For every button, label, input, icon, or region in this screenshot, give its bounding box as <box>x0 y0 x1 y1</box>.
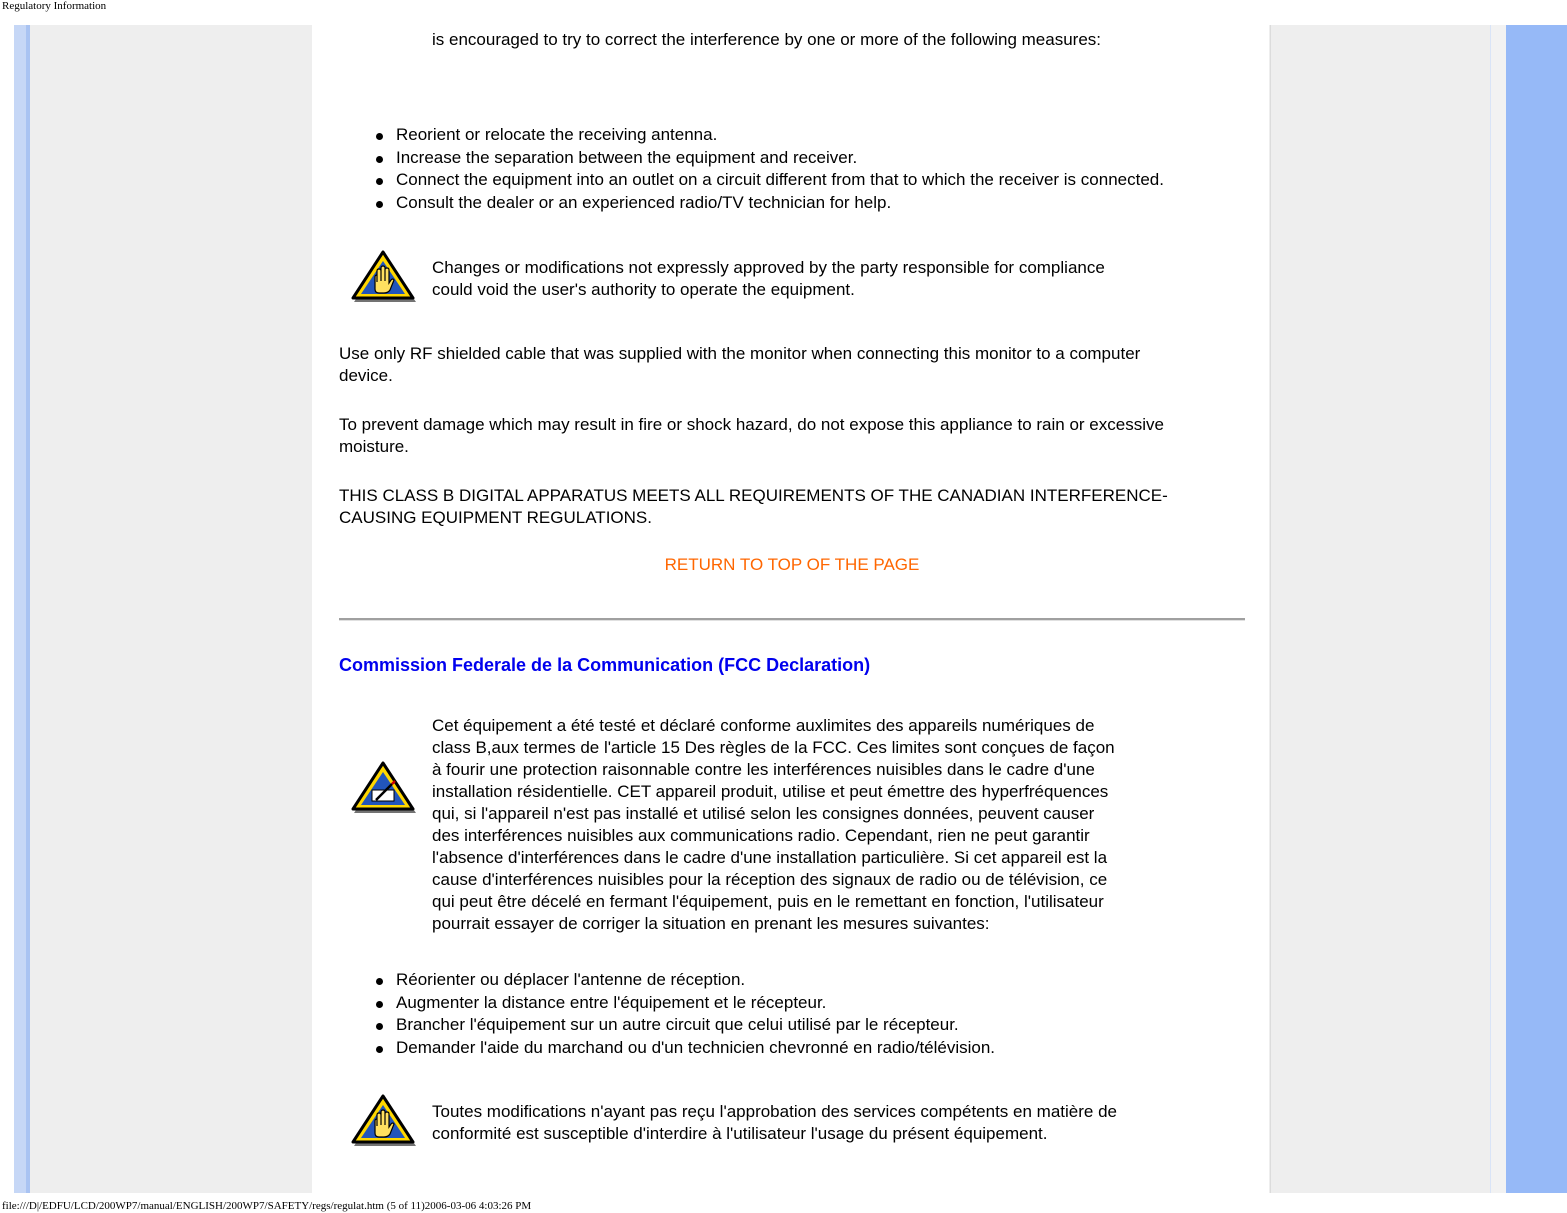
divider <box>339 618 1245 621</box>
list-item: Augmenter la distance entre l'équipement et le récepteur. <box>376 992 995 1015</box>
warning-line: could void the user's authority to operate the equipment. <box>432 280 855 299</box>
measures-list-en <box>376 124 1164 214</box>
body-line: installation résidentielle. CET appareil produit, utilise et peut émettre des hyperfréquences <box>432 782 1109 801</box>
print-footer: file:///D|/EDFU/LCD/200WP7/manual/ENGLISH/200WP7/SAFETY/regs/regulat.htm (5 of 11)2006-03-06 4:03:26 PM <box>2 1200 532 1212</box>
paragraph-line: THIS CLASS B DIGITAL APPARATUS MEETS ALL REQUIREMENTS OF THE CANADIAN INTERFERENCE- <box>339 486 1168 505</box>
warning-text-en <box>432 257 1105 301</box>
class-b-paragraph <box>339 485 1168 529</box>
list-item: Brancher l'équipement sur un autre circuit que celui utilisé par le récepteur. <box>376 1014 995 1037</box>
list-item: Connect the equipment into an outlet on a circuit different from that to which the receiver is connected. <box>376 169 1164 192</box>
stop-hand-icon <box>348 249 418 305</box>
warning-text-fr <box>432 1101 1117 1145</box>
right-panel <box>1270 25 1491 1193</box>
right-gap <box>1490 25 1507 1193</box>
measures-list-fr <box>376 969 995 1059</box>
return-to-top-link[interactable]: RETURN TO TOP OF THE PAGE <box>664 555 920 574</box>
list-item: Réorienter ou déplacer l'antenne de réception. <box>376 969 995 992</box>
warning-line: Toutes modifications n'ayant pas reçu l'approbation des services compétents en matière de <box>432 1102 1117 1121</box>
body-line: l'absence d'interférences dans le cadre d'une installation particulière. Si cet appareil est la <box>432 848 1108 867</box>
list-item: Consult the dealer or an experienced radio/TV technician for help. <box>376 192 1164 215</box>
warning-line: conformité est susceptible d'interdire à l'utilisateur l'usage du présent équipement. <box>432 1124 1048 1143</box>
warning-line: Changes or modifications not expressly approved by the party responsible for compliance <box>432 258 1105 277</box>
paragraph-line: moisture. <box>339 437 409 456</box>
list-item: Increase the separation between the equipment and receiver. <box>376 147 1164 170</box>
section-title: Commission Federale de la Communication (FCC Declaration) <box>339 655 871 675</box>
stop-hand-icon <box>348 1093 418 1149</box>
body-line: des interférences nuisibles aux communications radio. Cependant, rien ne peut garantir <box>432 826 1090 845</box>
print-header: Regulatory Information <box>2 0 107 12</box>
body-line: qui peut être décelé en fermant l'équipement, puis en le remettant en fonction, l'utilisateur <box>432 892 1104 911</box>
body-line: qui, si l'appareil n'est pas installé et utilisé selon les consignes données, peuvent causer <box>432 804 1095 823</box>
main-content <box>312 25 1269 1193</box>
body-line: class B,aux termes de l'article 15 Des règles de la FCC. Ces limites sont conçues de façon <box>432 738 1115 757</box>
paragraph-line: CAUSING EQUIPMENT REGULATIONS. <box>339 508 652 527</box>
fcc-fr-body <box>432 715 1115 935</box>
body-line: Cet équipement a été testé et déclaré conforme auxlimites des appareils numériques de <box>432 716 1095 735</box>
note-pen-icon <box>348 760 418 816</box>
fire-hazard-paragraph <box>339 414 1164 458</box>
intro-line: is encouraged to try to correct the interference by one or more of the following measures: <box>432 30 1102 49</box>
right-blue-bar <box>1506 25 1567 1193</box>
body-line: cause d'interférences nuisibles pour la réception des signaux de radio ou de télévision, ce <box>432 870 1108 889</box>
left-stripe <box>14 25 30 1193</box>
paragraph-line: Use only RF shielded cable that was supplied with the monitor when connecting this monitor to a computer <box>339 344 1141 363</box>
list-item: Demander l'aide du marchand ou d'un technicien chevronné en radio/télévision. <box>376 1037 995 1060</box>
rf-cable-paragraph <box>339 343 1140 387</box>
body-line: à fourir une protection raisonnable contre les interférences nuisibles dans le cadre d'une <box>432 760 1095 779</box>
paragraph-line: device. <box>339 366 393 385</box>
list-item: Reorient or relocate the receiving antenna. <box>376 124 1164 147</box>
body-line: pourrait essayer de corriger la situation en prenant les mesures suivantes: <box>432 914 990 933</box>
paragraph-line: To prevent damage which may result in fire or shock hazard, do not expose this appliance to rain or excessive <box>339 415 1164 434</box>
